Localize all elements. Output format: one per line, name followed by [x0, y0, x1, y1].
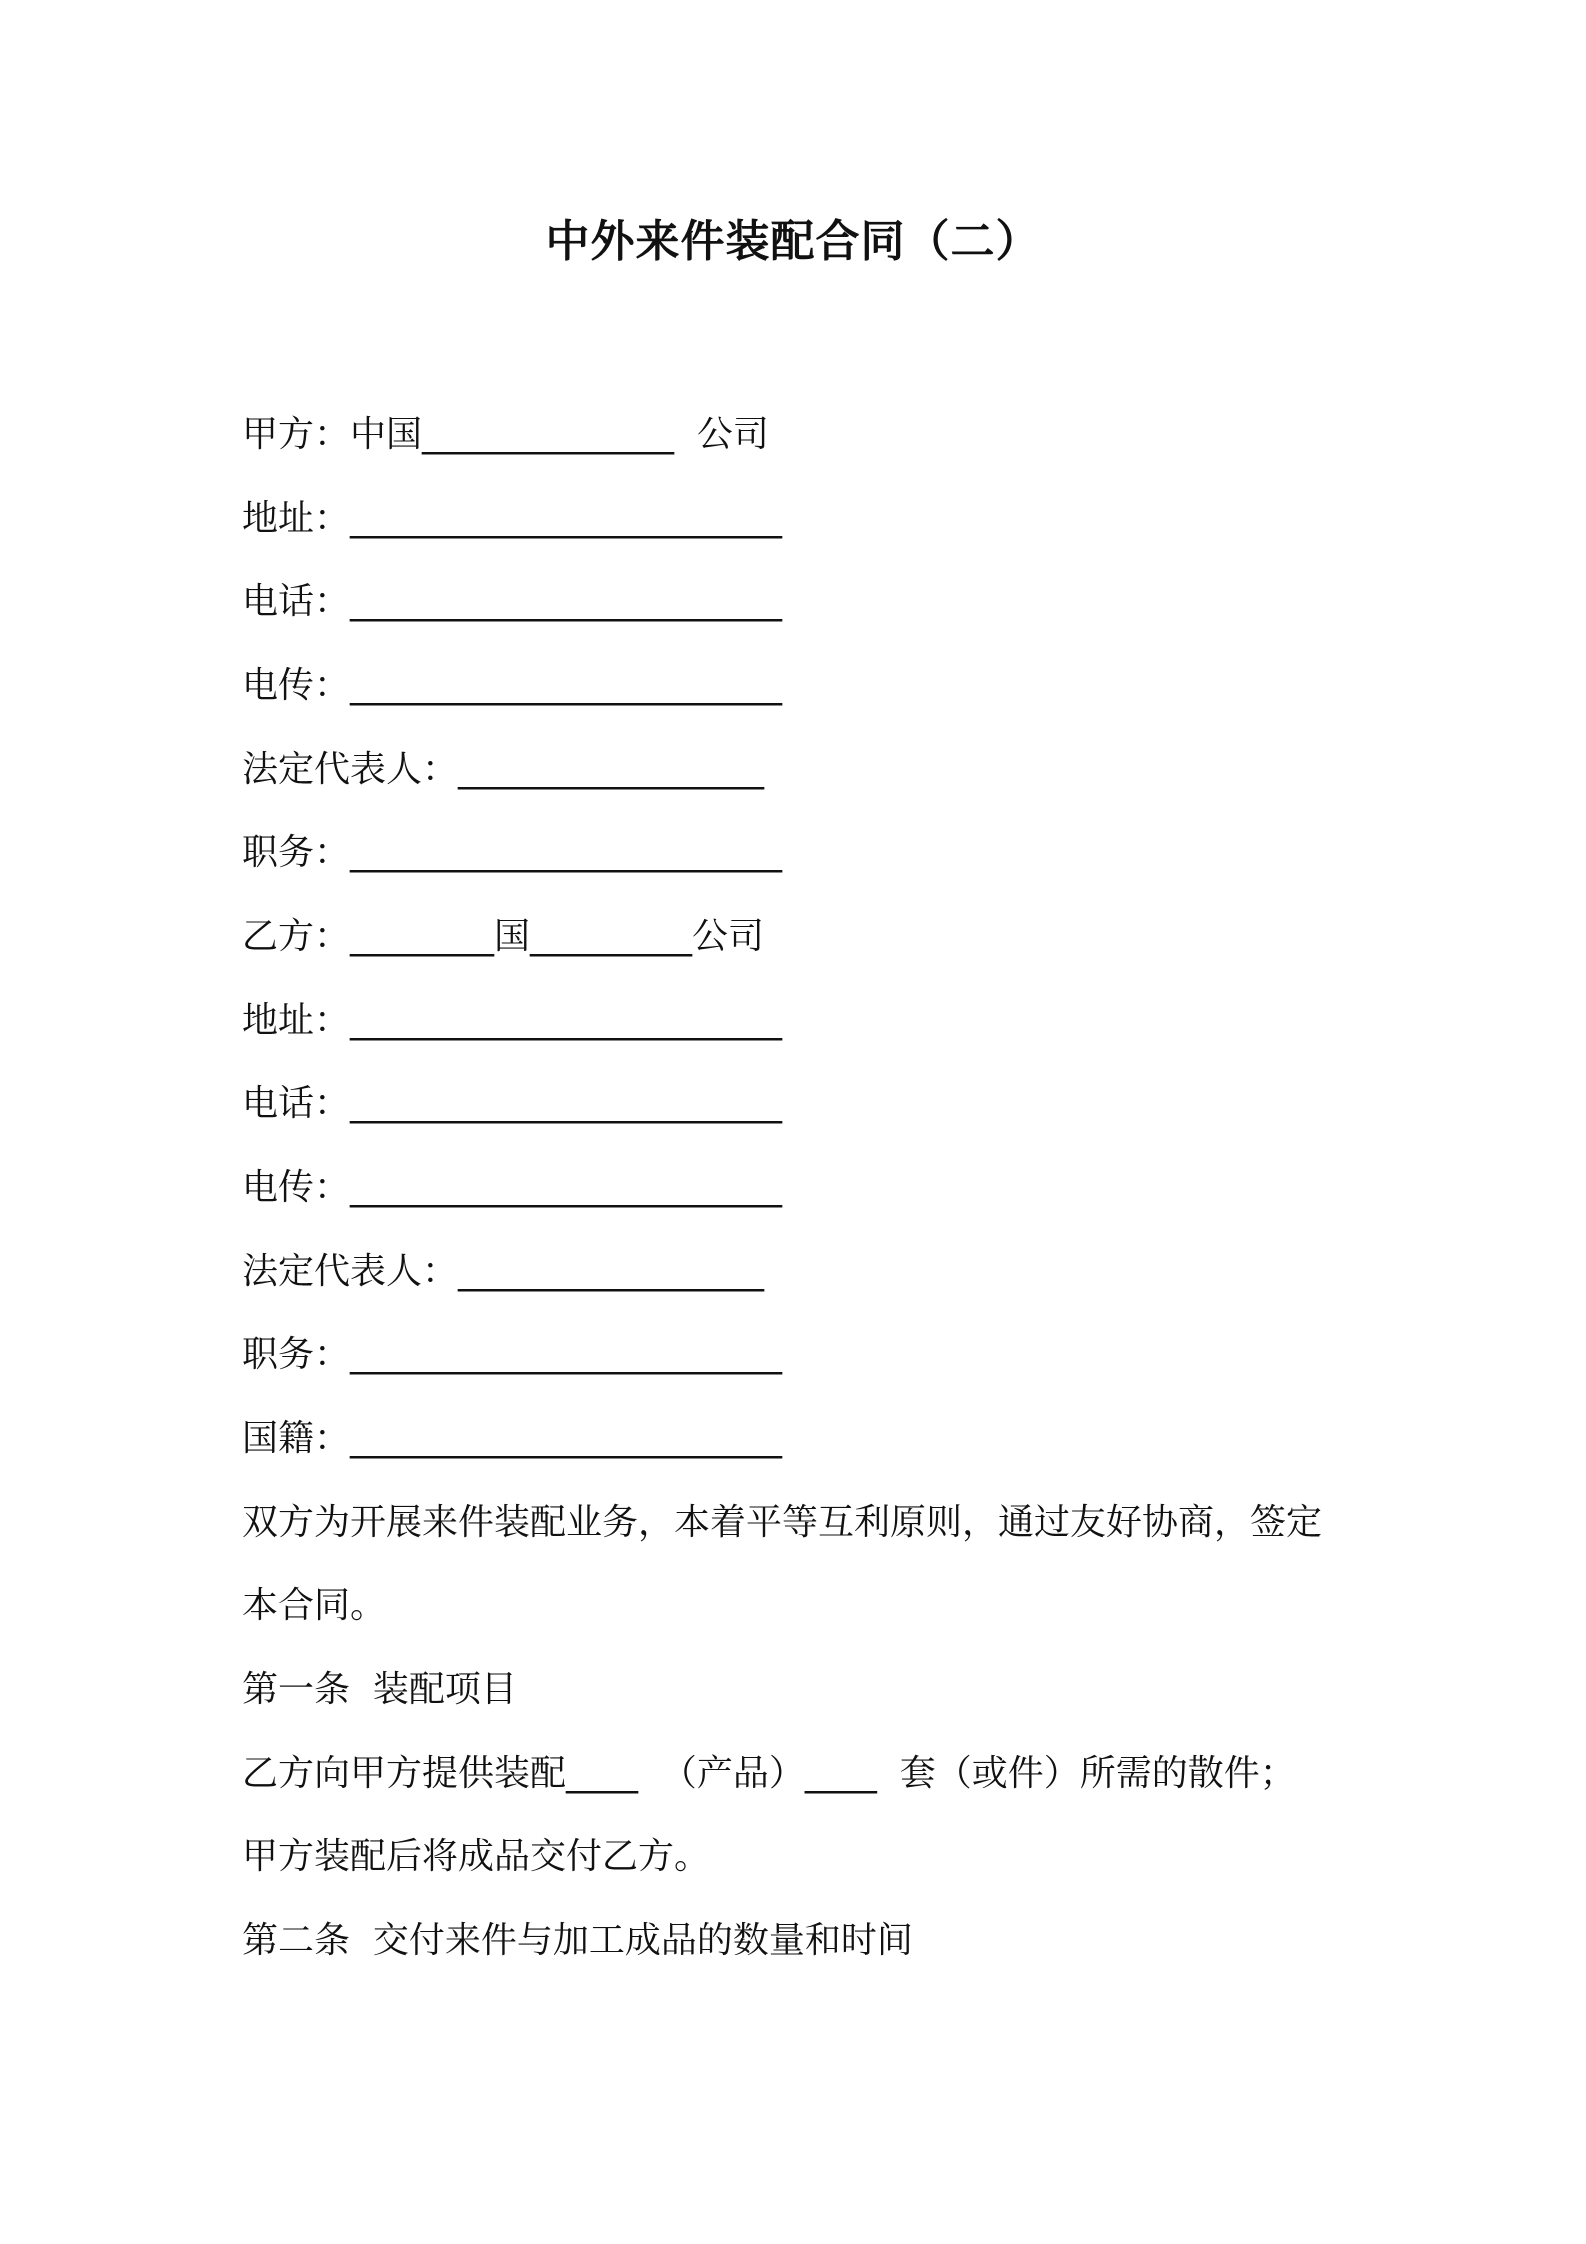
party-a-phone: 电话：________________________	[242, 581, 783, 622]
article-1-text-line-2: 甲方装配后将成品交付乙方。	[242, 1836, 711, 1877]
party-a-legal-representative: 法定代表人：_________________	[242, 749, 765, 790]
party-a-fax: 电传：________________________	[242, 665, 783, 706]
party-b-position: 职务：________________________	[242, 1334, 783, 1375]
party-b-address: 地址：________________________	[242, 1000, 783, 1041]
preamble-line-1: 双方为开展来件装配业务，本着平等互利原则，通过友好协商，签定	[242, 1502, 1323, 1543]
party-a-address: 地址：________________________	[242, 498, 783, 539]
article-2-heading: 第二条 交付来件与加工成品的数量和时间	[242, 1920, 913, 1961]
party-a-position: 职务：________________________	[242, 832, 783, 873]
party-b-fax: 电传：________________________	[242, 1167, 783, 1208]
article-1-text-line-1: 乙方向甲方提供装配____ （产品）____ 套（或件）所需的散件；	[242, 1753, 1296, 1794]
party-a-name: 甲方：中国______________ 公司	[242, 414, 769, 455]
document-title: 中外来件装配合同（二）	[545, 216, 1041, 267]
preamble-line-2: 本合同。	[242, 1585, 387, 1626]
party-b-nationality: 国籍：________________________	[242, 1418, 783, 1459]
party-b-phone: 电话：________________________	[242, 1083, 783, 1124]
party-b-legal-representative: 法定代表人：_________________	[242, 1251, 765, 1292]
article-1-heading: 第一条 装配项目	[242, 1669, 517, 1710]
party-b-name: 乙方：________国_________公司	[242, 916, 765, 957]
